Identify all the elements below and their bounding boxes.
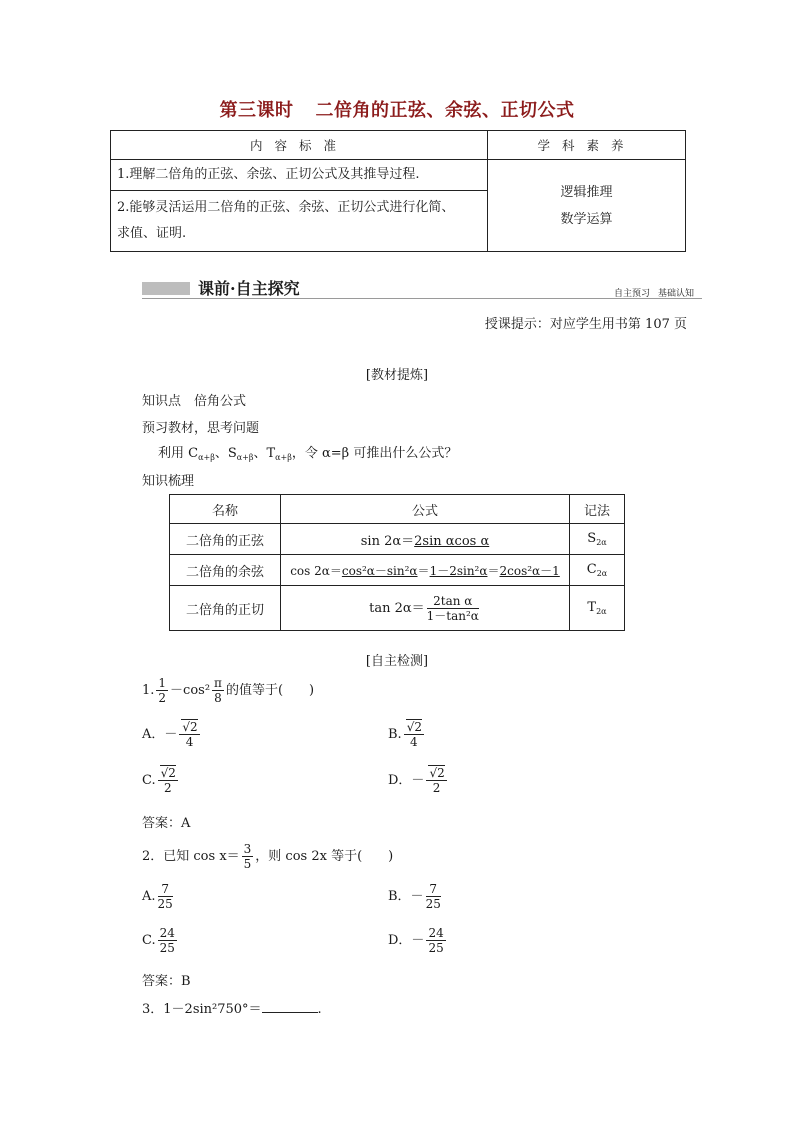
sub-t: α+β <box>275 453 292 462</box>
section-tags <box>606 286 694 299</box>
page-title <box>0 96 794 122</box>
q1-pi-den: 8 <box>214 691 222 705</box>
title-part2: 二倍角的正弦、余弦、正切公式 <box>315 100 575 121</box>
eq2: ＝ <box>487 563 500 578</box>
den: 25 <box>428 941 444 955</box>
opt-label: A．－ <box>142 727 178 742</box>
den: 2 <box>432 781 441 795</box>
rhs2: 1－2sin²α <box>429 563 488 578</box>
sub-c: α+β <box>198 453 215 462</box>
standard-item-2b: 求值、证明. <box>117 226 187 241</box>
rhs: 2sin αcos α <box>414 533 490 549</box>
col-header-formula: 公式 <box>281 495 570 524</box>
question-3 <box>142 998 322 1017</box>
q1-answer: 答案：A <box>142 816 191 831</box>
opt-label: C. <box>142 933 156 948</box>
q-post: ，令 α=β 可推出什么公式？ <box>291 446 458 461</box>
q2-option-b <box>388 882 443 911</box>
check-heading: [自主检测] <box>365 654 429 669</box>
q-pre: 利用 C <box>158 446 199 461</box>
q1-pi-fraction <box>212 676 224 705</box>
opt-frac <box>158 882 173 911</box>
row-notation <box>570 586 625 631</box>
den: 25 <box>159 941 175 955</box>
opt-label: B．－ <box>388 889 424 904</box>
frac-num: 2tan α <box>427 594 479 609</box>
row-name: 二倍角的正切 <box>170 586 281 631</box>
row-name: 二倍角的正弦 <box>170 524 281 555</box>
literacy-1: 逻辑推理 <box>560 184 613 200</box>
material-heading: [教材提炼] <box>365 368 429 383</box>
standards-literacy-cell <box>488 160 686 252</box>
q1-option-d <box>388 766 449 795</box>
preview-text: 预习教材，思考问题 <box>142 421 260 436</box>
row-notation <box>570 524 625 555</box>
notation-sub: 2α <box>596 569 608 578</box>
lhs: cos 2α＝ <box>290 563 342 578</box>
standard-item-1: 1.理解二倍角的正弦、余弦、正切公式及其推导过程. <box>111 160 487 191</box>
num: 7 <box>158 882 173 897</box>
q2-fraction <box>242 842 254 871</box>
opt-label: B. <box>388 727 402 742</box>
knowledge-point: 知识点 倍角公式 <box>142 394 247 409</box>
den: 25 <box>425 897 441 911</box>
section-tag-1: 自主预习 <box>614 289 651 299</box>
row-name: 二倍角的余弦 <box>170 555 281 586</box>
q2-option-d <box>388 926 448 955</box>
q2-option-a <box>142 882 175 911</box>
radical: √2 <box>406 720 422 734</box>
frac-den: 1－tan²α <box>426 608 479 623</box>
q1-tail: 的值等于( ) <box>225 683 315 698</box>
den: 4 <box>410 735 418 749</box>
den: 2 <box>163 781 172 795</box>
table-row <box>170 524 625 555</box>
opt-label: D．－ <box>388 933 425 948</box>
question-2 <box>142 842 393 871</box>
opt-frac <box>426 766 446 795</box>
opt-frac <box>158 926 177 955</box>
q1-frac-num: 1 <box>158 676 167 690</box>
q3-text: 3．1－2sin²750°＝ <box>142 1002 262 1017</box>
opt-label: A. <box>142 889 156 904</box>
standards-header-literacy: 学科素养 <box>488 131 686 160</box>
den: 25 <box>157 897 173 911</box>
opt-frac <box>404 720 424 749</box>
opt-label: D．－ <box>388 773 425 788</box>
num: 24 <box>159 926 175 940</box>
sub-s: α+β <box>236 453 254 462</box>
num: 24 <box>428 926 444 940</box>
q-mid1: 、S <box>214 446 237 461</box>
opt-label: C. <box>142 773 156 788</box>
opt-frac <box>179 720 199 749</box>
q1-option-a <box>142 720 202 749</box>
radical: √2 <box>160 766 176 780</box>
q2-num: 3 <box>243 842 252 856</box>
opt-frac <box>158 766 178 795</box>
table-row <box>170 586 625 631</box>
standards-table <box>110 130 686 252</box>
standard-item-2a: 2.能够灵活运用二倍角的正弦、余弦、正切公式进行化简、 <box>117 200 455 215</box>
rhs1: cos²α－sin²α <box>341 563 418 578</box>
standard-item-2 <box>111 191 487 251</box>
formula-table <box>169 494 625 631</box>
question-1 <box>142 676 314 705</box>
title-part1: 第三课时 <box>219 100 294 121</box>
den: 4 <box>185 735 194 749</box>
q3-end: . <box>317 1002 322 1017</box>
radical: √2 <box>429 766 445 780</box>
section-tag-2: 基础认知 <box>658 289 695 299</box>
q2-answer: 答案：B <box>142 974 191 989</box>
teaching-hint: 授课提示：对应学生用书第 107 页 <box>484 317 687 332</box>
col-header-notation: 记法 <box>570 495 625 524</box>
preview-question <box>158 442 457 462</box>
q1-pi: π <box>214 676 222 690</box>
q1-fraction <box>156 676 168 705</box>
num: 7 <box>426 882 441 897</box>
q-mid2: 、T <box>253 446 276 461</box>
q2-post: ，则 cos 2x 等于( ) <box>255 849 394 864</box>
col-header-name: 名称 <box>170 495 281 524</box>
section-banner-bar <box>142 282 190 295</box>
opt-frac <box>426 882 441 911</box>
q1-option-c <box>142 766 180 795</box>
eq1: ＝ <box>417 563 430 578</box>
q1-num: 1. <box>142 683 155 698</box>
lhs: tan 2α＝ <box>369 600 425 616</box>
answer-blank[interactable] <box>262 1002 318 1013</box>
standards-content-cell <box>111 160 488 252</box>
fraction <box>427 594 479 623</box>
section-title: 课前·自主探究 <box>198 279 300 298</box>
notation: C <box>586 562 597 577</box>
notation-sub: 2α <box>596 607 607 616</box>
row-formula <box>281 524 570 555</box>
q1-mid: －cos² <box>170 683 211 698</box>
summary-label: 知识梳理 <box>142 474 195 489</box>
rhs3: 2cos²α－1 <box>499 563 560 578</box>
opt-frac <box>426 926 445 955</box>
q1-frac-den: 2 <box>158 691 167 705</box>
q2-den: 5 <box>243 857 252 871</box>
standards-header-content: 内容标准 <box>111 131 488 160</box>
q1-option-b <box>388 720 426 749</box>
q2-option-c <box>142 926 179 955</box>
row-notation <box>570 555 625 586</box>
row-formula <box>281 586 570 631</box>
table-row <box>170 555 625 586</box>
lhs: sin 2α＝ <box>360 533 415 549</box>
notation-sub: 2α <box>596 538 607 547</box>
q2-pre: 2．已知 cos x＝ <box>142 849 240 864</box>
row-formula <box>281 555 570 586</box>
literacy-2: 数学运算 <box>560 211 613 227</box>
radical: √2 <box>182 720 198 734</box>
notation: T <box>587 600 597 615</box>
notation: S <box>587 531 597 546</box>
